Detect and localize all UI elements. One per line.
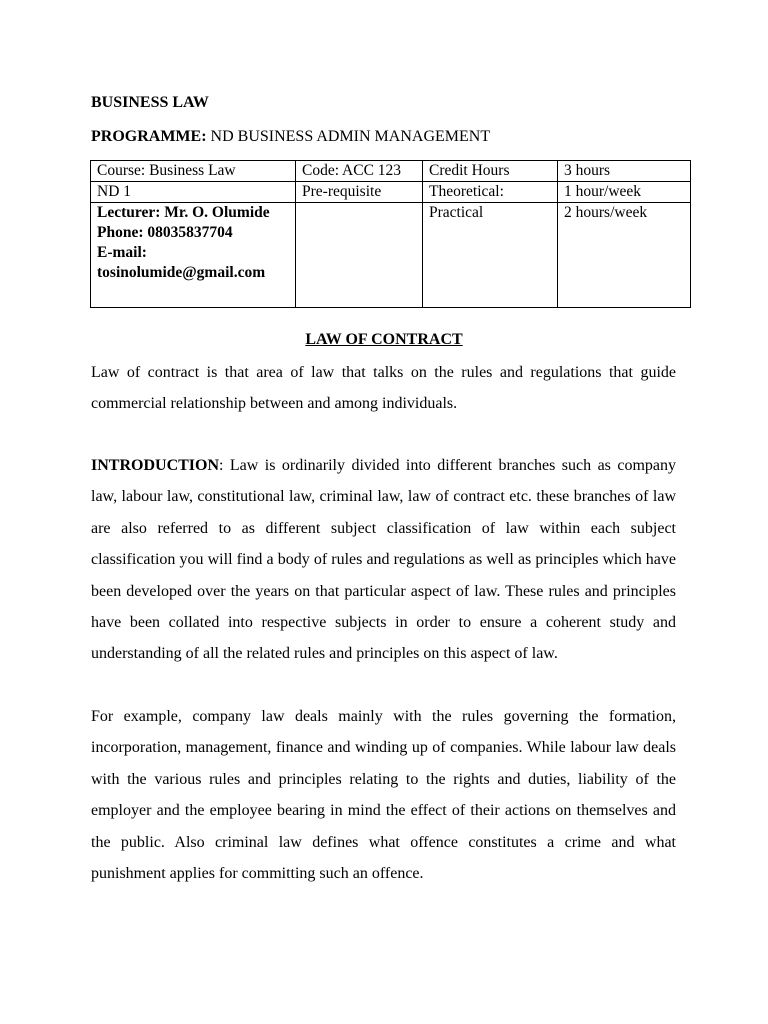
example-paragraph: For example, company law deals mainly with the rules governing the formation, incorporation, management, finance and winding up of companies. While labour law deals with the various rules and principles relating to the rights and duties, liability of the employer and the employee bearing in mind the effect of their actions on themselves and the public. Also criminal law defines what offence constitutes a crime and what punishment applies for committing such an offence. [91,708,676,883]
table-cell [296,203,423,308]
table-cell: 2 hours/week [558,203,691,308]
table-cell: Theoretical: [423,182,558,203]
table-cell: ND 1 [91,182,296,203]
definition-paragraph: Law of contract is that area of law that talks on the rules and regulations that guide commercial relationship between and among individuals. [91,364,676,413]
lecturer-phone: Phone: 08035837704 [97,224,233,241]
table-cell: 1 hour/week [558,182,691,203]
table-cell: Pre-requisite [296,182,423,203]
table-cell: Code: ACC 123 [296,161,423,182]
lecturer-cell [91,203,296,308]
lecturer-email-label: E-mail: [97,244,147,261]
section-heading: LAW OF CONTRACT [305,331,463,348]
lecturer-email: tosinolumide@gmail.com [97,264,266,281]
table-row [91,203,691,308]
table-cell: 3 hours [558,161,691,182]
introduction-label: INTRODUCTION [91,457,220,474]
programme-line [91,128,490,146]
table-cell: Credit Hours [423,161,558,182]
introduction-paragraph [91,450,676,670]
lecturer-name: Lecturer: Mr. O. Olumide [97,204,270,221]
programme-label: PROGRAMME: [91,128,207,145]
table-row [91,161,691,182]
table-cell: Course: Business Law [91,161,296,182]
introduction-text: : Law is ordinarily divided into different branches such as company law, labour law, constitutional law, criminal law, law of contract etc. these branches of law are also referred to as different subject classification of law within each subject classification you will find a body of rules and regulations as well as principles which have been developed over the years on that particular aspect of law. These rules and principles have been collated into respective subjects in order to ensure a coherent study and understanding of all the related rules and principles on this aspect of law. [91,457,676,663]
table-row [91,182,691,203]
course-info-table [90,160,691,308]
document-title: BUSINESS LAW [91,94,209,111]
table-cell: Practical [423,203,558,308]
programme-value: ND BUSINESS ADMIN MANAGEMENT [206,128,491,145]
